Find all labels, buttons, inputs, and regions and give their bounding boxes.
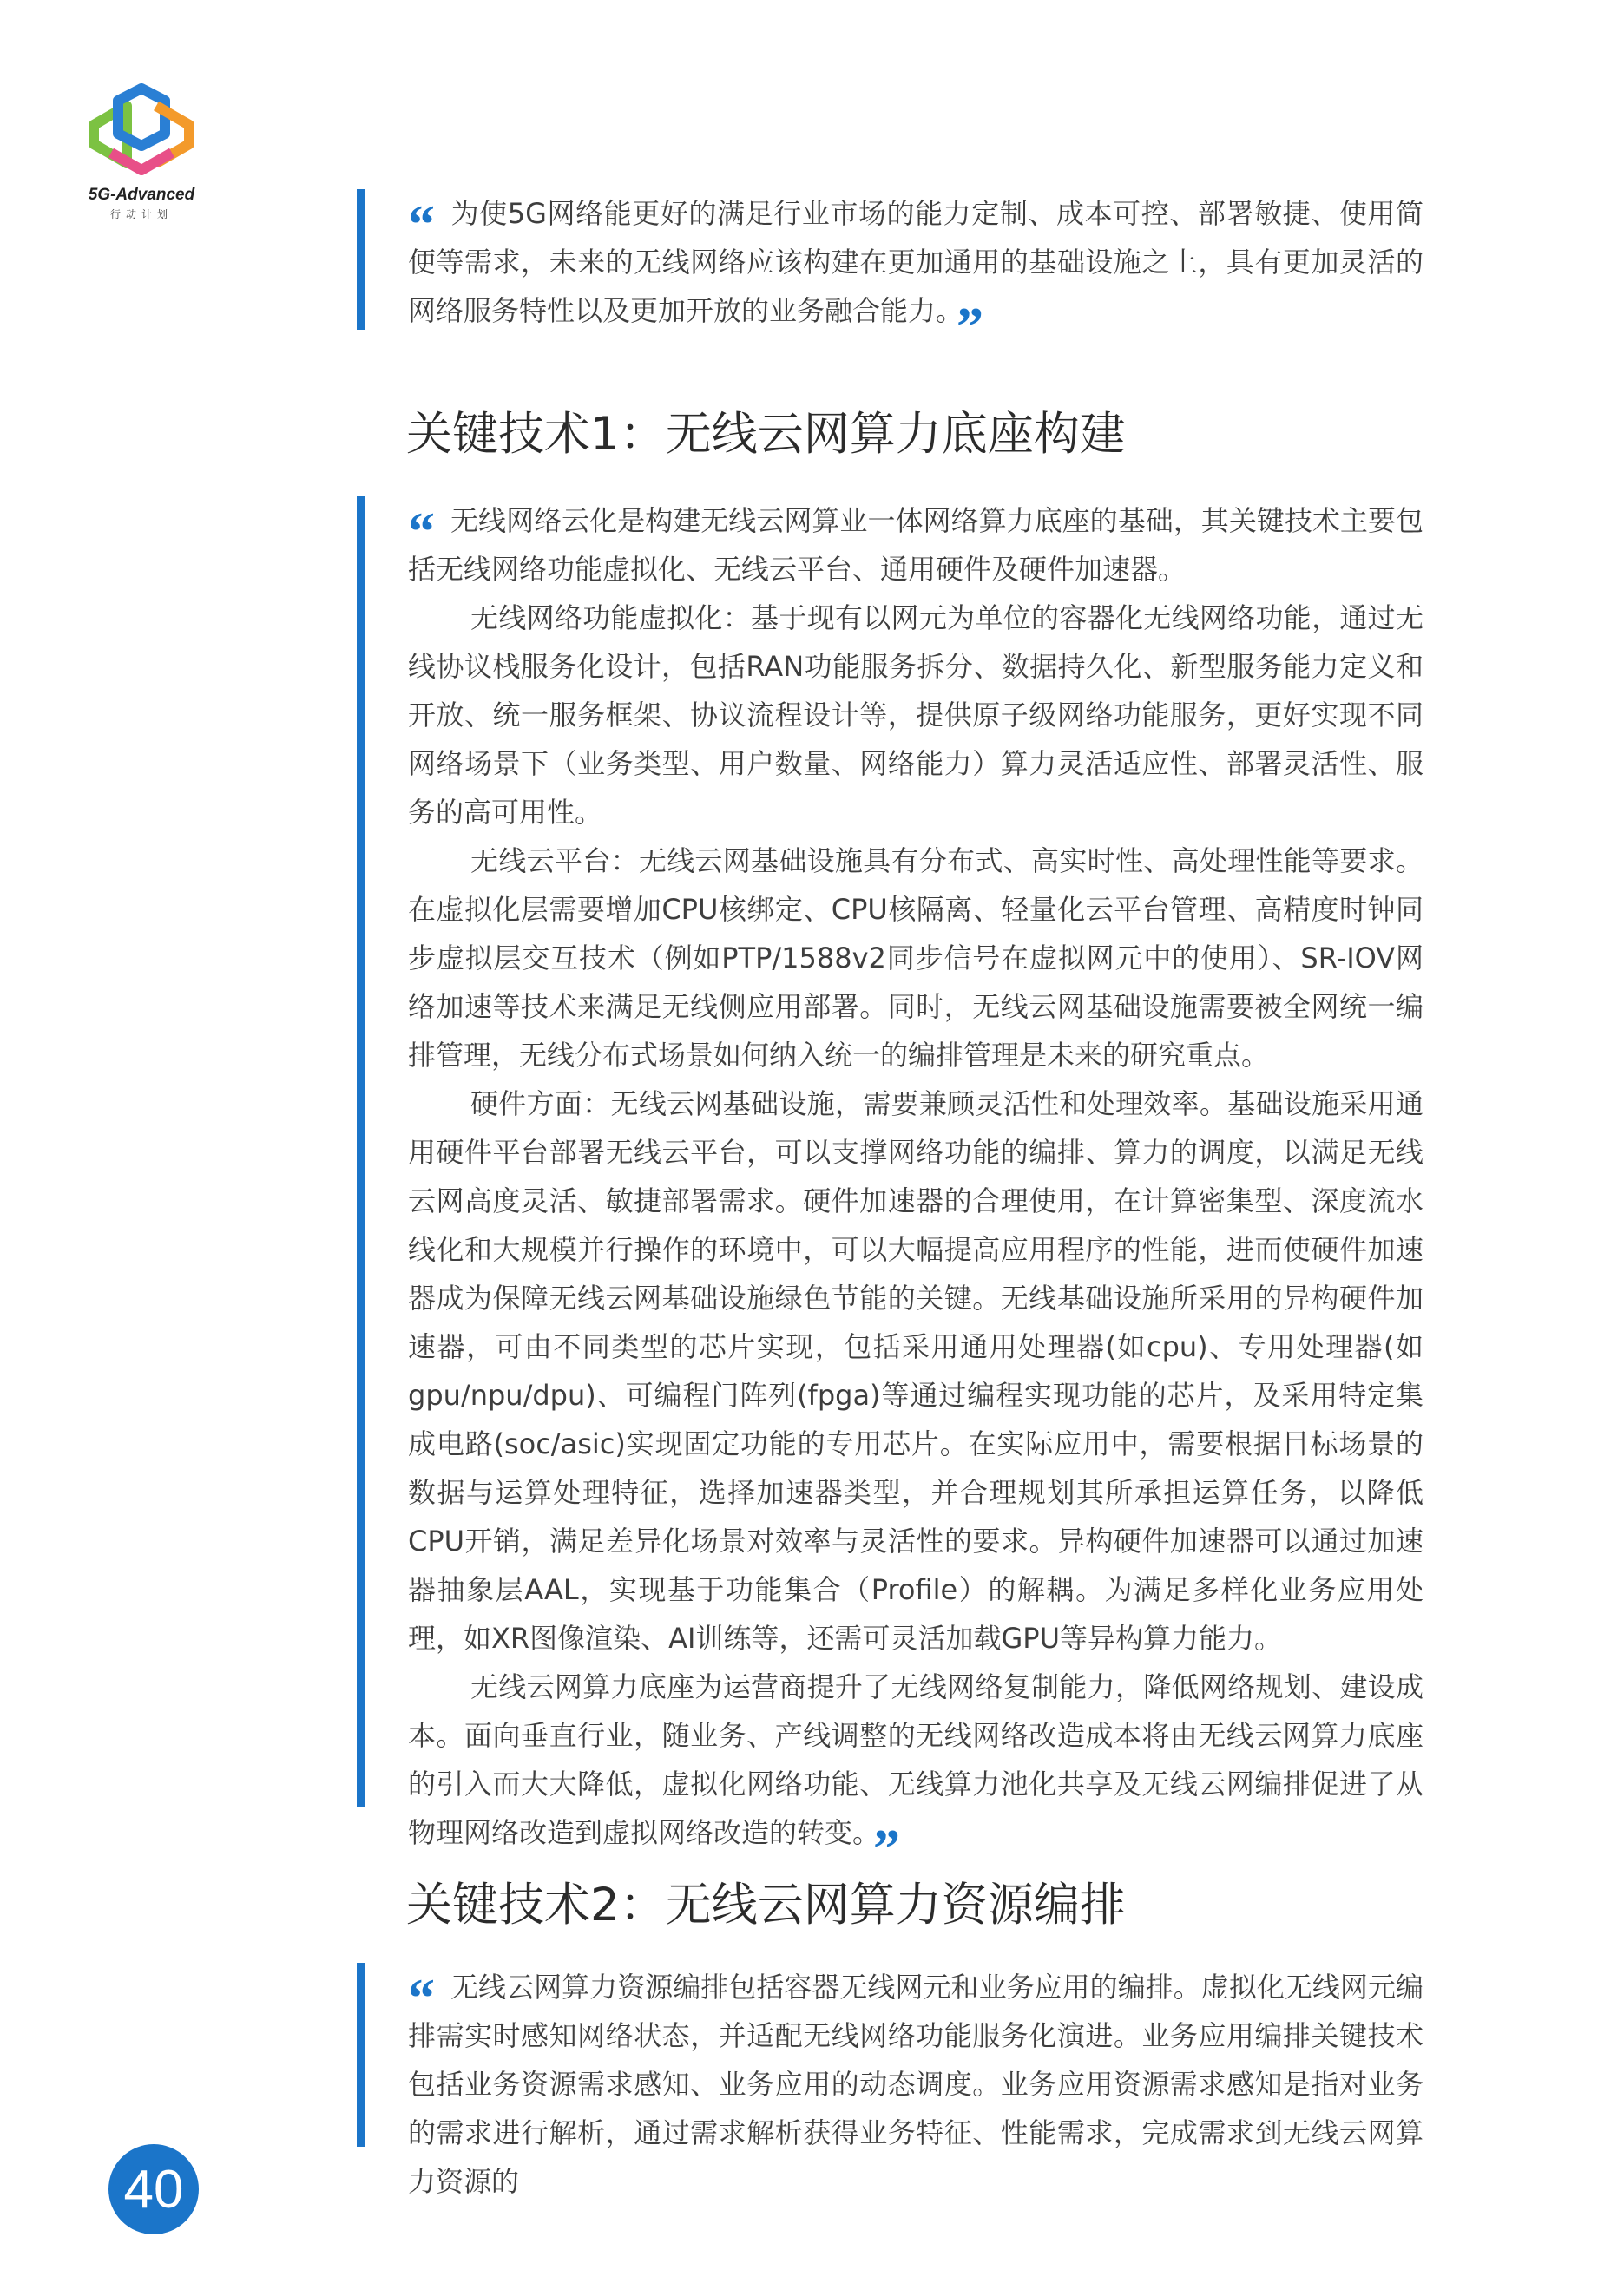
- open-quote-icon: “: [408, 1969, 435, 2028]
- intro-quote: [365, 189, 1423, 357]
- section1-paragraph-3: 无线云平台：无线云网基础设施具有分布式、高实时性、高处理性能等要求。在虚拟化层需要增加CPU核绑定、CPU核隔离、轻量化云平台管理、高精度时钟同步虚拟层交互技术（例如PTP/1588v2同步信号在虚拟网元中的使用）、SR-IOV网络加速等技术来满足无线侧应用部署。同时，无线云网基础设施需要被全网统一编排管理，无线分布式场景如何纳入统一的编排管理是未来的研究重点。: [408, 844, 1423, 1072]
- quote-bar: [357, 1963, 365, 2147]
- section2-paragraph-1: “ 无线云网算力资源编排包括容器无线网元和业务应用的编排。虚拟化无线网元编排需实时感知网络状态，并适配无线网络功能服务化演进。业务应用编排关键技术包括业务资源需求感知、业务应用的动态调度。业务应用资源需求感知是指对业务的需求进行解析，通过需求解析获得业务特征、性能需求，完成需求到无线云网算力资源的: [408, 1969, 1423, 2198]
- section1-paragraph-5: 无线云网算力底座为运营商提升了无线网络复制能力，降低网络规划、建设成本。面向垂直行业，随业务、产线调整的无线网络改造成本将由无线云网算力底座的引入而大大降低，虚拟化网络功能、无线算力池化共享及无线云网编排促进了从物理网络改造到虚拟网络改造的转变。 ”: [408, 1670, 1423, 1879]
- quote-bar: [357, 189, 365, 330]
- section2-quote: [365, 1963, 1423, 2206]
- open-quote-icon: “: [408, 195, 435, 254]
- logo-mark-icon: [76, 83, 207, 187]
- section1-paragraph-4: 硬件方面：无线云网基础设施，需要兼顾灵活性和处理效率。基础设施采用通用硬件平台部署无线云平台，可以支撑网络功能的编排、算力的调度，以满足无线云网高度灵活、敏捷部署需求。硬件加速器的合理使用，在计算密集型、深度流水线化和大规模并行操作的环境中，可以大幅提高应用程序的性能，进而使硬件加速器成为保障无线云网基础设施绿色节能的关键。无线基础设施所采用的异构硬件加速器，可由不同类型的芯片实现，包括采用通用处理器(如cpu)、专用处理器(如gpu/npu/dpu)、可编程门阵列(fpga)等通过编程实现功能的芯片，及采用特定集成电路(soc/asic)实现固定功能的专用芯片。在实际应用中，需要根据目标场景的数据与运算处理特征，选择加速器类型，并合理规划其所承担运算任务，以降低CPU开销，满足差异化场景对效率与灵活性的要求。异构硬件加速器可以通过加速器抽象层AAL，实现基于功能集合（Profile）的解耦。为满足多样化业务应用处理，如XR图像渲染、AI训练等，还需可灵活加载GPU等异构算力能力。: [408, 1087, 1423, 1655]
- section2-heading: 关键技术2：无线云网算力资源编排: [406, 1879, 1126, 1932]
- close-quote-icon: ”: [957, 298, 984, 357]
- quote-bar: [357, 496, 365, 1807]
- section1-heading: 关键技术1：无线云网算力底座构建: [406, 408, 1126, 461]
- page-number: 40: [108, 2144, 199, 2234]
- logo-brand-text: 5G-Advanced: [88, 186, 195, 204]
- close-quote-icon: ”: [873, 1820, 901, 1879]
- section1-paragraph-1: “ 无线网络云化是构建无线云网算业一体网络算力底座的基础，其关键技术主要包括无线网络功能虚拟化、无线云平台、通用硬件及硬件加速器。: [408, 502, 1423, 586]
- logo-sub-text: 行动计划: [109, 208, 173, 220]
- open-quote-icon: “: [408, 502, 435, 561]
- intro-paragraph: “ 为使5G网络能更好的满足行业市场的能力定制、成本可控、部署敏捷、使用简便等需求，未来的无线网络应该构建在更加通用的基础设施之上，具有更加灵活的网络服务特性以及更加开放的业务融合能力。 ”: [408, 195, 1423, 357]
- logo: [76, 83, 207, 221]
- section1-paragraph-2: 无线网络功能虚拟化：基于现有以网元为单位的容器化无线网络功能，通过无线协议栈服务化设计，包括RAN功能服务拆分、数据持久化、新型服务能力定义和开放、统一服务框架、协议流程设计等，提供原子级网络功能服务，更好实现不同网络场景下（业务类型、用户数量、网络能力）算力灵活适应性、部署灵活性、服务的高可用性。: [408, 601, 1423, 829]
- section1-quote: [365, 496, 1423, 1879]
